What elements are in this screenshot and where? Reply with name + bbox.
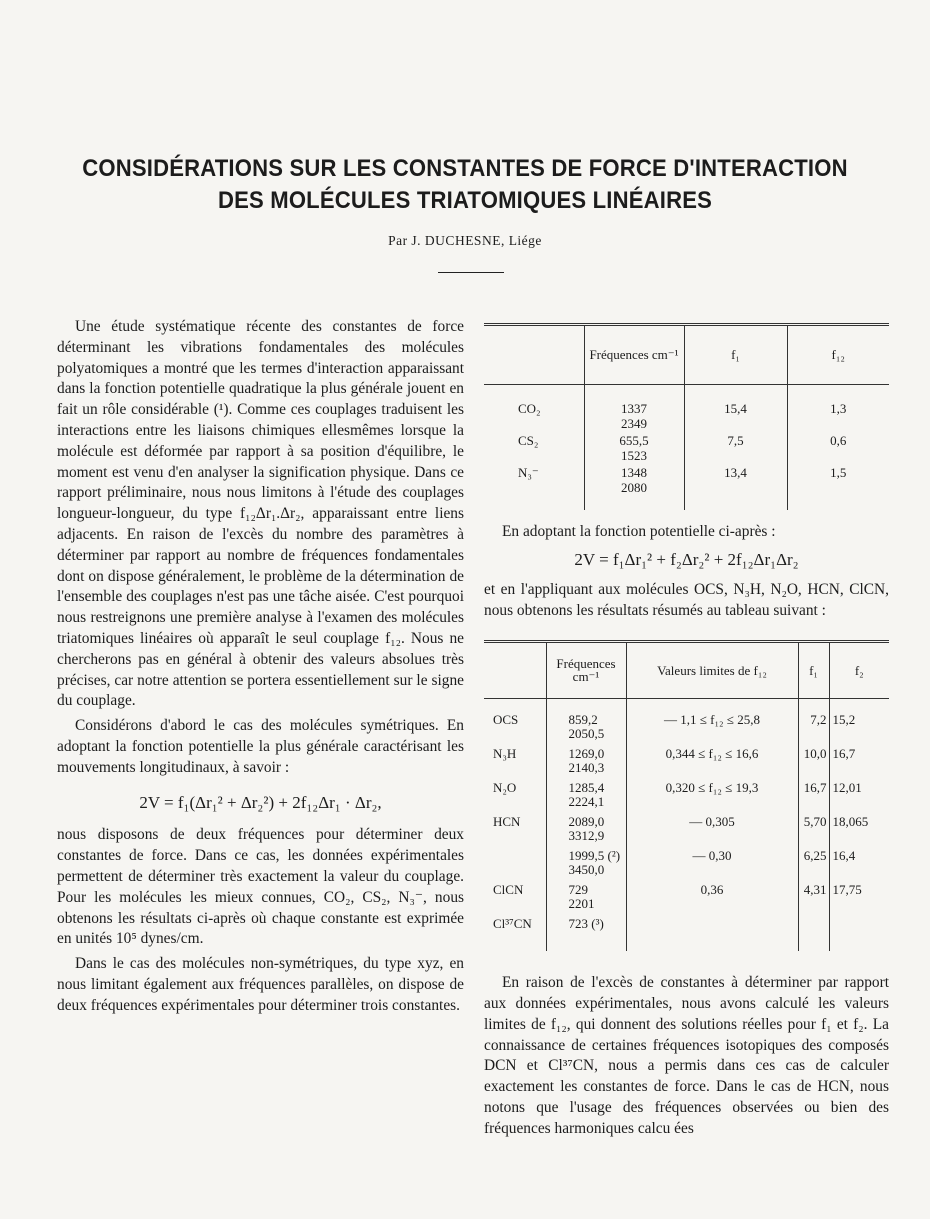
table-header-cell: f₁	[798, 643, 829, 699]
frequency-value: 3450,0	[568, 862, 605, 878]
limit-cell: — 0,30	[626, 849, 798, 883]
frequency-cell	[546, 781, 626, 815]
frequency-value: 655,5	[619, 432, 649, 448]
f12-cell: 1,5	[787, 464, 889, 496]
frequency-value: 2080	[621, 480, 647, 495]
table-header-cell: Fréquences cm⁻¹	[546, 643, 626, 699]
f1-cell: 4,31	[798, 883, 829, 917]
molecule-cell	[484, 849, 546, 883]
frequency-cell	[546, 815, 626, 849]
table-row	[484, 917, 889, 951]
page-title	[74, 153, 856, 217]
table-row	[484, 815, 889, 849]
table-row	[484, 747, 889, 781]
table-header-row	[484, 643, 889, 699]
frequency-value: 859,2	[568, 712, 598, 728]
frequency-value: 1337	[621, 400, 647, 416]
table-header-cell	[484, 326, 584, 384]
f1-cell: 16,7	[798, 781, 829, 815]
frequency-value: 2349	[621, 416, 647, 431]
molecule-cell: Cl³⁷CN	[493, 916, 532, 932]
f1-cell: 5,70	[798, 815, 829, 849]
molecule-cell: N₃⁻	[518, 464, 539, 480]
title-line-2: DES MOLÉCULES TRIATOMIQUES LINÉAIRES	[217, 187, 713, 214]
table-row	[484, 883, 889, 917]
frequency-cell	[546, 883, 626, 917]
molecule-cell: OCS	[493, 712, 519, 728]
frequency-value: 723 (³)	[568, 916, 604, 932]
frequency-cell	[546, 849, 626, 883]
right-column	[484, 323, 889, 1140]
right-paragraph-3: En raison de l'excès de constantes à déterminer par rapport aux données expérimentales, nous avons calculé les valeurs limites de f₁₂, qui donnent des solutions réelles pour f₁ et f₂. La connaissance de certaines fréquences isotopiques des composés DCN et Cl³⁷CN, nous a permis dans ces cas de calculer exactement les constantes de force. Dans le cas de HCN, nous notons que l'usage des fréquences observées ou bien des fréquences harmoniques calcu ées	[484, 974, 889, 1137]
table-header-row	[484, 326, 889, 384]
f12-cell: 1,3	[787, 384, 889, 432]
limit-cell: — 0,305	[626, 815, 798, 849]
f1-cell: 13,4	[684, 464, 787, 496]
f1-cell	[798, 917, 829, 951]
limit-cell: 0,344 ≤ f₁₂ ≤ 16,6	[626, 747, 798, 781]
frequency-cell	[584, 432, 684, 464]
frequency-cell	[546, 699, 626, 748]
title-line-1: CONSIDÉRATIONS SUR LES CONSTANTES DE FORCE D'INTERACTION	[82, 155, 848, 182]
f2-cell: 15,2	[829, 699, 889, 748]
limit-cell: — 1,1 ≤ f₁₂ ≤ 25,8	[626, 699, 798, 748]
left-paragraph-3: nous disposons de deux fréquences pour déterminer deux constantes de force. Dans ce cas, les données expérimentales permettent de déterminer très exactement la valeur du couplage. Pour les molécules les mieux connues, CO₂, CS₂, N₃⁻, nous obtenons les résultats ci-après où chaque constante est exprimée en unités 10⁵ dynes/cm.	[57, 826, 464, 948]
f12-cell: 0,6	[787, 432, 889, 464]
table-row	[484, 384, 889, 432]
limit-cell	[626, 917, 798, 951]
frequency-value: 2201	[568, 896, 595, 912]
force-constants-table-symmetric	[484, 326, 889, 510]
frequency-value: 2089,0	[568, 814, 605, 830]
molecule-cell: ClCN	[493, 882, 524, 898]
left-column	[57, 317, 464, 1017]
right-paragraph-2: et en l'appliquant aux molécules OCS, N₃H, N₂O, HCN, ClCN, nous obtenons les résultats résumés au tableau suivant :	[484, 581, 889, 619]
right-text-block	[484, 522, 889, 622]
table-header-cell: f₁₂	[787, 326, 889, 384]
table2-wrapper	[484, 640, 889, 952]
f2-cell: 16,7	[829, 747, 889, 781]
frequency-value: 1348	[621, 464, 647, 480]
molecule-cell: CS₂	[518, 432, 539, 448]
table-row	[484, 432, 889, 464]
table-header-cell: f₁	[684, 326, 787, 384]
table-row	[484, 464, 889, 496]
molecule-cell: HCN	[493, 814, 521, 830]
table-header-cell: Valeurs limites de f₁₂	[626, 643, 798, 699]
table-header-cell: Fréquences cm⁻¹	[584, 326, 684, 384]
frequency-value: 1999,5 (²)	[568, 848, 621, 864]
molecule-cell: N₂O	[493, 780, 517, 796]
force-constants-table-asymmetric	[484, 643, 889, 952]
table-header-cell	[484, 643, 546, 699]
table-row	[484, 699, 889, 748]
f1-cell: 15,4	[684, 384, 787, 432]
title-divider	[438, 272, 504, 273]
f1-cell: 7,2	[798, 699, 829, 748]
molecule-cell: N₃H	[493, 746, 517, 762]
frequency-value: 1523	[621, 448, 647, 463]
frequency-value: 3312,9	[568, 828, 605, 844]
frequency-cell	[584, 384, 684, 432]
frequency-value: 2140,3	[568, 760, 605, 776]
left-paragraph-1: Une étude systématique récente des constantes de force déterminant les vibrations fondamentales des molécules polyatomiques a montré que les termes d'interaction apparaissant dans la fonction potentielle quadratique la plus générale jouent en fait un rôle considérable (¹). Comme ces couplages traduisent les interactions entre les liaisons chimiques ellesmêmes lorsque la molécule est déformée par rapport à sa position d'équilibre, le moment est venu d'en analyser la signification physique. Dans ce rapport préliminaire, nous nous limitons à l'étude des couplages longueur-longueur, du type f₁₂Δr₁.Δr₂, apparaissant entre liens adjacents. En raison de l'excès du nombre des paramètres à déterminer par rapport au nombre de fréquences fondamentales dont on dispose généralement, le problème de la détermination de l'ensemble des couplages n'est pas une tâche aisée. C'est pourquoi nous restreignons une première analyse à l'examen des molécules triatomiques linéaires où apparaît le seul couplage f₁₂. Nous ne chercherons pas en général à obtenir des valeurs absolues très précises, car notre attention se portera essentiellement sur le signe du couplage.	[57, 318, 464, 710]
frequency-cell	[546, 747, 626, 781]
frequency-value: 729	[568, 882, 588, 898]
f1-cell: 6,25	[798, 849, 829, 883]
frequency-cell	[584, 464, 684, 496]
frequency-value: 2224,1	[568, 794, 605, 810]
molecule-cell: CO₂	[518, 400, 541, 416]
f1-cell: 7,5	[684, 432, 787, 464]
table-row	[484, 781, 889, 815]
author-byline: Par J. DUCHESNE, Liége	[388, 233, 542, 248]
left-paragraph-4: Dans le cas des molécules non-symétriques, du type xyz, en nous limitant également aux fréquences parallèles, on dispose de deux fréquences expérimentales pour déterminer trois constantes.	[57, 955, 464, 1014]
equation-general: 2V = f₁Δr₁² + f₂Δr₂² + 2f₁₂Δr₁Δr₂	[574, 550, 799, 570]
f2-cell: 18,065	[829, 815, 889, 849]
limit-cell: 0,36	[626, 883, 798, 917]
frequency-value: 1285,4	[568, 780, 605, 796]
frequency-value: 1269,0	[568, 746, 605, 762]
f2-cell: 17,75	[829, 883, 889, 917]
equation-symmetric: 2V = f₁(Δr₁² + Δr₂²) + 2f₁₂Δr₁ · Δr₂,	[139, 792, 382, 812]
right-paragraph-1: En adoptant la fonction potentielle ci-après :	[502, 522, 776, 540]
frequency-value: 2050,5	[568, 726, 605, 742]
table-row	[484, 849, 889, 883]
left-paragraph-2: Considérons d'abord le cas des molécules symétriques. En adoptant la fonction potentielle la plus générale caractérisant les mouvements longitudinaux, à savoir :	[57, 717, 464, 776]
f2-cell: 12,01	[829, 781, 889, 815]
f2-cell: 16,4	[829, 849, 889, 883]
table-header-cell: f₂	[829, 643, 889, 699]
limit-cell: 0,320 ≤ f₁₂ ≤ 19,3	[626, 781, 798, 815]
f2-cell	[829, 917, 889, 951]
f1-cell: 10,0	[798, 747, 829, 781]
frequency-cell	[546, 917, 626, 951]
